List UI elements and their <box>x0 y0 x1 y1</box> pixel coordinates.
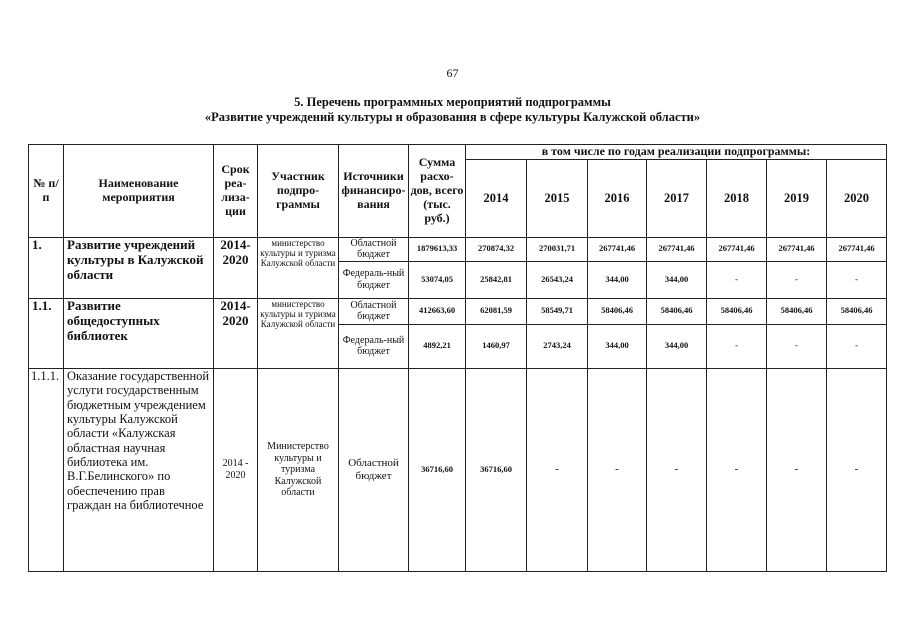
page-number: 67 <box>446 66 459 80</box>
year-value: - <box>827 261 887 298</box>
program-activities-table <box>28 144 887 572</box>
year-value: 1460,97 <box>466 324 527 368</box>
table-row <box>29 368 887 571</box>
header-year-2014: 2014 <box>466 159 527 237</box>
total-amount: 53074,05 <box>409 261 466 298</box>
year-value: 270031,71 <box>527 237 588 261</box>
activity-term: 2014-2020 <box>214 237 258 298</box>
total-amount: 1879613,33 <box>409 237 466 261</box>
year-value: 344,00 <box>647 324 707 368</box>
header-source: Источники финансиро-вания <box>339 145 409 238</box>
activity-name: Развитие общедоступных библиотек <box>64 298 214 368</box>
title-line-1: 5. Перечень программных мероприятий подпрограммы <box>294 95 611 109</box>
year-value: 25842,81 <box>466 261 527 298</box>
year-value: 58406,46 <box>707 298 767 324</box>
year-value: 270874,32 <box>466 237 527 261</box>
header-year-2018: 2018 <box>707 159 767 237</box>
row-number: 1.1. <box>29 298 64 368</box>
year-value: 36716,60 <box>466 368 527 571</box>
year-value: - <box>767 261 827 298</box>
title-line-2: «Развитие учреждений культуры и образования в сфере культуры Калужской области» <box>204 110 701 124</box>
funding-source: Областной бюджет <box>339 298 409 324</box>
header-num: № п/п <box>29 145 64 238</box>
year-value: 267741,46 <box>647 237 707 261</box>
header-year-2019: 2019 <box>767 159 827 237</box>
table-row <box>29 298 887 324</box>
year-value: 58549,71 <box>527 298 588 324</box>
document-title <box>0 95 905 125</box>
year-value: - <box>827 324 887 368</box>
header-year-2015: 2015 <box>527 159 588 237</box>
activity-name: Развитие учреждений культуры в Калужской области <box>64 237 214 298</box>
year-value: 267741,46 <box>827 237 887 261</box>
year-value: 344,00 <box>647 261 707 298</box>
header-term: Срок реа-лиза-ции <box>214 145 258 238</box>
year-value: - <box>588 368 647 571</box>
year-value: 58406,46 <box>647 298 707 324</box>
funding-source: Федераль-ный бюджет <box>339 324 409 368</box>
year-value: 58406,46 <box>827 298 887 324</box>
header-year-2016: 2016 <box>588 159 647 237</box>
year-value: 2743,24 <box>527 324 588 368</box>
year-value: - <box>707 324 767 368</box>
total-amount: 412663,60 <box>409 298 466 324</box>
row-number: 1. <box>29 237 64 298</box>
year-value: 62081,59 <box>466 298 527 324</box>
year-value: - <box>527 368 588 571</box>
funding-source: Областной бюджет <box>339 368 409 571</box>
activity-name: Оказание государственной услуги государственным бюджетным учреждением культуры Калужской области «Калужская областная научная библиотека им. В.Г.Белинского» по обеспечению прав граждан на библиотечное <box>64 368 214 571</box>
year-value: 267741,46 <box>707 237 767 261</box>
year-value: 267741,46 <box>588 237 647 261</box>
header-year-2017: 2017 <box>647 159 707 237</box>
funding-source: Областной бюджет <box>339 237 409 261</box>
header-row-1 <box>29 145 887 160</box>
total-amount: 36716,60 <box>409 368 466 571</box>
header-participant: Участник подпро-граммы <box>258 145 339 238</box>
year-value: - <box>767 368 827 571</box>
year-value: 26543,24 <box>527 261 588 298</box>
activity-term: 2014 - 2020 <box>214 368 258 571</box>
header-name: Наименование мероприятия <box>64 145 214 238</box>
year-value: - <box>827 368 887 571</box>
year-value: - <box>707 261 767 298</box>
row-number: 1.1.1. <box>29 368 64 571</box>
year-value: 344,00 <box>588 324 647 368</box>
year-value: - <box>707 368 767 571</box>
year-value: 58406,46 <box>588 298 647 324</box>
activity-participant: министерство культуры и туризма Калужской области <box>258 237 339 298</box>
year-value: - <box>647 368 707 571</box>
funding-source: Федераль-ный бюджет <box>339 261 409 298</box>
year-value: 267741,46 <box>767 237 827 261</box>
year-value: 58406,46 <box>767 298 827 324</box>
activity-participant: министерство культуры и туризма Калужской области <box>258 298 339 368</box>
table-row <box>29 237 887 261</box>
activity-participant: Министерство культуры и туризма Калужской области <box>258 368 339 571</box>
year-value: 344,00 <box>588 261 647 298</box>
header-years-group: в том числе по годам реализации подпрограммы: <box>466 145 887 160</box>
header-sum: Сумма расхо-дов, всего (тыс. руб.) <box>409 145 466 238</box>
activity-term: 2014-2020 <box>214 298 258 368</box>
total-amount: 4892,21 <box>409 324 466 368</box>
header-year-2020: 2020 <box>827 159 887 237</box>
year-value: - <box>767 324 827 368</box>
